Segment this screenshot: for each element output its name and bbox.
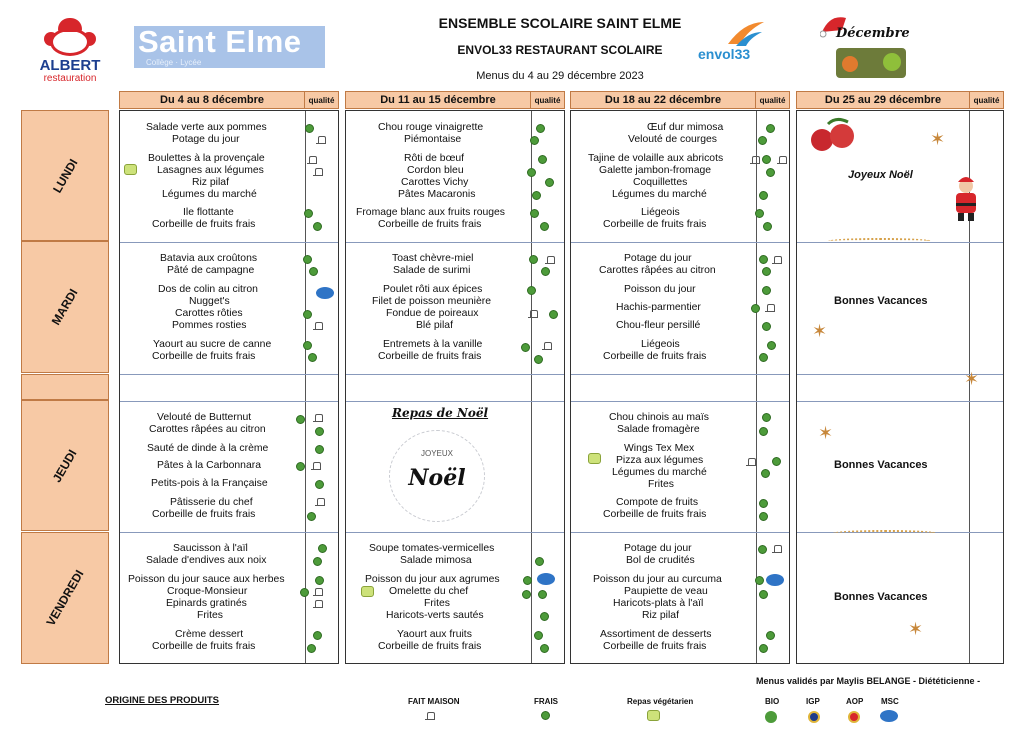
bio-icon bbox=[527, 286, 536, 295]
menu-item: Sauté de dinde à la crème bbox=[147, 443, 269, 454]
week-header-3 bbox=[570, 91, 790, 109]
menu-item: Corbeille de fruits frais bbox=[603, 509, 707, 520]
vegetarian-icon bbox=[647, 710, 660, 721]
noel-joyeux-text: JOYEUX bbox=[420, 449, 453, 458]
menu-item: Frites bbox=[197, 610, 223, 621]
menu-item: Poisson du jour sauce aux herbes bbox=[128, 574, 285, 585]
menu-item: Yaourt aux fruits bbox=[397, 629, 472, 640]
week-label: Du 25 au 29 décembre bbox=[824, 94, 942, 106]
bio-icon bbox=[535, 557, 544, 566]
bio-icon bbox=[545, 178, 554, 187]
bio-icon bbox=[759, 499, 768, 508]
menu-item: Poisson du jour bbox=[624, 284, 696, 295]
menu-item: Légumes du marché bbox=[612, 467, 707, 478]
fait-maison-icon bbox=[545, 256, 555, 264]
menu-item: Saucisson à l'aïl bbox=[173, 543, 248, 554]
menu-item: Salade d'endives aux noix bbox=[146, 555, 267, 566]
bio-icon bbox=[318, 544, 327, 553]
menu-item: Carottes râpées au citron bbox=[599, 265, 716, 276]
bio-icon bbox=[300, 588, 309, 597]
bio-label-icon bbox=[765, 711, 777, 723]
bio-icon bbox=[305, 124, 314, 133]
menu-item: Pâtes Macaronis bbox=[398, 189, 476, 200]
menu-item: Carottes rôties bbox=[175, 308, 243, 319]
menu-item: Carottes râpées au citron bbox=[149, 424, 266, 435]
bonnes-vacances-text: Bonnes Vacances bbox=[834, 295, 928, 307]
fait-maison-icon bbox=[772, 545, 782, 553]
menu-item: Ile flottante bbox=[183, 207, 234, 218]
bio-icon bbox=[313, 631, 322, 640]
menu-item: Pâtisserie du chef bbox=[170, 497, 253, 508]
menu-item: Tajine de volaille aux abricots bbox=[588, 153, 724, 164]
bio-icon bbox=[534, 631, 543, 640]
menu-item: Fromage blanc aux fruits rouges bbox=[356, 207, 506, 218]
menu-item: Chou chinois au maïs bbox=[609, 412, 709, 423]
bio-icon bbox=[540, 222, 549, 231]
legend-label: MSC bbox=[881, 697, 899, 706]
envol33-logo-text: envol33 bbox=[698, 46, 751, 62]
menu-item: Soupe tomates-vermicelles bbox=[369, 543, 495, 554]
menu-item: Filet de poisson meunière bbox=[372, 296, 491, 307]
bio-icon bbox=[758, 545, 767, 554]
bio-icon bbox=[529, 255, 538, 264]
menu-item: Pâtes à la Carbonnara bbox=[157, 460, 261, 471]
fait-maison-icon bbox=[772, 256, 782, 264]
bird-icon bbox=[726, 20, 766, 48]
day-label-mercredi-empty bbox=[21, 374, 109, 400]
bio-icon bbox=[549, 310, 558, 319]
legend-label: AOP bbox=[846, 697, 864, 706]
legend-label: FAIT MAISON bbox=[408, 697, 460, 706]
joyeux-noel-text: Joyeux Noël bbox=[848, 169, 913, 181]
bio-icon bbox=[303, 341, 312, 350]
bio-icon bbox=[304, 209, 313, 218]
week-label: Du 4 au 8 décembre bbox=[160, 94, 264, 106]
menu-item: Assortiment de desserts bbox=[600, 629, 712, 640]
msc-icon bbox=[880, 710, 898, 722]
noel-word-text: Noël bbox=[408, 465, 466, 491]
fait-maison-icon bbox=[313, 414, 323, 422]
menu-item: Wings Tex Mex bbox=[624, 443, 695, 454]
menu-dates: Menus du 4 au 29 décembre 2023 bbox=[476, 70, 644, 82]
sparkle-garland-icon bbox=[828, 238, 932, 244]
menu-item: Corbeille de fruits frais bbox=[378, 351, 482, 362]
menu-item: Croque-Monsieur bbox=[167, 586, 248, 597]
bio-icon bbox=[307, 644, 316, 653]
saint-elme-logo-text: Saint Elme bbox=[138, 24, 302, 59]
menu-item: Bol de crudités bbox=[626, 555, 695, 566]
menu-item: Salade mimosa bbox=[400, 555, 472, 566]
day-label-text: JEUDI bbox=[50, 446, 80, 485]
bio-icon bbox=[315, 427, 324, 436]
fait-maison-icon bbox=[307, 156, 317, 164]
qualite-label: qualité bbox=[755, 92, 789, 108]
bonnes-vacances-text: Bonnes Vacances bbox=[834, 459, 928, 471]
legend-label: Repas végétarien bbox=[627, 697, 694, 706]
menu-item: Paupiette de veau bbox=[624, 586, 708, 597]
bio-icon bbox=[313, 557, 322, 566]
menu-item: Yaourt au sucre de canne bbox=[153, 339, 272, 350]
legend-label: FRAIS bbox=[534, 697, 558, 706]
menu-item: Blé pilaf bbox=[416, 320, 453, 331]
sparkle-garland-icon bbox=[833, 530, 937, 536]
bio-icon bbox=[521, 343, 530, 352]
menu-item: Riz pilaf bbox=[192, 177, 229, 188]
page-title: ENSEMBLE SCOLAIRE SAINT ELME bbox=[438, 15, 682, 31]
christmas-baubles-icon bbox=[808, 116, 860, 156]
menu-item: Compote de fruits bbox=[616, 497, 699, 508]
week-header-2 bbox=[345, 91, 565, 109]
bio-icon bbox=[759, 427, 768, 436]
menu-item: Poulet rôti aux épices bbox=[383, 284, 483, 295]
bio-icon bbox=[759, 644, 768, 653]
fait-maison-icon bbox=[425, 712, 435, 720]
fait-maison-icon bbox=[313, 322, 323, 330]
bio-icon bbox=[767, 341, 776, 350]
bio-icon bbox=[303, 255, 312, 264]
menu-item: Haricots-plats à l'aïl bbox=[613, 598, 704, 609]
star-icon: ✶ bbox=[908, 619, 924, 639]
bio-icon bbox=[315, 576, 324, 585]
bio-icon bbox=[759, 191, 768, 200]
bio-icon bbox=[755, 576, 764, 585]
menu-item: Salade verte aux pommes bbox=[146, 122, 267, 133]
day-label-mardi bbox=[21, 241, 109, 373]
menu-item: Toast chèvre-miel bbox=[392, 253, 474, 264]
menu-item: Poisson du jour aux agrumes bbox=[365, 574, 500, 585]
fait-maison-icon bbox=[313, 168, 323, 176]
menu-item: Cordon bleu bbox=[407, 165, 464, 176]
menu-item: Liégeois bbox=[641, 339, 680, 350]
menu-item: Corbeille de fruits frais bbox=[152, 351, 256, 362]
page-subtitle: ENVOL33 RESTAURANT SCOLAIRE bbox=[457, 43, 663, 57]
menu-item: Corbeille de fruits frais bbox=[603, 641, 707, 652]
bio-icon bbox=[751, 304, 760, 313]
bio-icon bbox=[766, 124, 775, 133]
bio-icon bbox=[755, 209, 764, 218]
fait-maison-icon bbox=[311, 462, 321, 470]
vegetarian-icon bbox=[124, 164, 137, 175]
bio-icon bbox=[527, 168, 536, 177]
menu-item: Entremets à la vanille bbox=[383, 339, 483, 350]
menu-item: Omelette du chef bbox=[389, 586, 469, 597]
bio-icon bbox=[303, 310, 312, 319]
menu-item: Chou rouge vinaigrette bbox=[378, 122, 484, 133]
envol33-logo bbox=[696, 20, 766, 70]
day-label-vendredi bbox=[21, 532, 109, 664]
menu-item: Corbeille de fruits frais bbox=[378, 219, 482, 230]
bio-icon bbox=[759, 590, 768, 599]
qualite-label: qualité bbox=[530, 92, 564, 108]
bio-icon bbox=[758, 136, 767, 145]
fait-maison-icon bbox=[315, 498, 325, 506]
fait-maison-icon bbox=[765, 304, 775, 312]
menu-item: Potage du jour bbox=[624, 253, 692, 264]
christmas-ornament-icon bbox=[389, 430, 485, 522]
menu-item: Salade fromagère bbox=[617, 424, 700, 435]
menu-item: Pizza aux légumes bbox=[616, 455, 704, 466]
menu-item: Velouté de Butternut bbox=[157, 412, 252, 423]
menu-item: Chou-fleur persillé bbox=[616, 320, 701, 331]
menu-item: Batavia aux croûtons bbox=[160, 253, 258, 264]
menu-item: Boulettes à la provençale bbox=[148, 153, 265, 164]
menu-item: Piémontaise bbox=[404, 134, 462, 145]
day-label-text: VENDREDI bbox=[43, 567, 87, 629]
msc-icon bbox=[316, 287, 334, 299]
santa-hat-icon bbox=[820, 14, 920, 82]
saint-elme-logo-sub: Collège · Lycée bbox=[146, 58, 202, 67]
aop-label-icon bbox=[848, 711, 860, 723]
week-label: Du 18 au 22 décembre bbox=[604, 94, 722, 106]
qualite-label: qualité bbox=[969, 92, 1003, 108]
vegetarian-icon bbox=[588, 453, 601, 464]
menu-item: Petits-pois à la Française bbox=[151, 478, 268, 489]
bio-icon bbox=[541, 267, 550, 276]
albert-logo bbox=[34, 18, 106, 90]
star-icon: ✶ bbox=[812, 321, 828, 341]
bio-icon bbox=[538, 590, 547, 599]
chef-mascot-icon bbox=[44, 18, 96, 58]
bio-icon bbox=[536, 124, 545, 133]
bio-icon bbox=[762, 286, 771, 295]
bio-icon bbox=[315, 445, 324, 454]
santa-icon bbox=[952, 176, 980, 222]
star-icon: ✶ bbox=[930, 129, 946, 149]
week-label: Du 11 au 15 décembre bbox=[380, 94, 496, 106]
december-logo bbox=[820, 14, 920, 82]
bio-icon bbox=[315, 480, 324, 489]
menu-item: Salade de surimi bbox=[393, 265, 471, 276]
bio-icon bbox=[762, 413, 771, 422]
bio-icon bbox=[522, 590, 531, 599]
bio-icon bbox=[534, 355, 543, 364]
vegetarian-icon bbox=[361, 586, 374, 597]
week-header-4 bbox=[796, 91, 1004, 109]
bio-icon bbox=[762, 267, 771, 276]
menu-item: Epinards gratinés bbox=[166, 598, 247, 609]
bio-icon bbox=[530, 136, 539, 145]
bio-icon bbox=[307, 512, 316, 521]
legend-label: IGP bbox=[806, 697, 820, 706]
menu-item: Pâté de campagne bbox=[167, 265, 255, 276]
menu-item: Riz pilaf bbox=[642, 610, 679, 621]
menu-item: Poisson du jour au curcuma bbox=[593, 574, 722, 585]
origin-heading: ORIGINE DES PRODUITS bbox=[105, 695, 220, 706]
menu-item: Nugget's bbox=[189, 296, 230, 307]
bio-icon bbox=[761, 469, 770, 478]
bio-icon bbox=[759, 512, 768, 521]
bio-icon bbox=[296, 415, 305, 424]
bio-icon bbox=[772, 457, 781, 466]
menu-item: Potage du jour bbox=[172, 134, 240, 145]
menu-item: Frites bbox=[648, 479, 674, 490]
bio-icon bbox=[540, 644, 549, 653]
menu-item: Lasagnes aux légumes bbox=[157, 165, 264, 176]
menu-item: Corbeille de fruits frais bbox=[152, 219, 256, 230]
bio-icon bbox=[523, 576, 532, 585]
bio-icon bbox=[538, 155, 547, 164]
menu-item: Légumes du marché bbox=[162, 189, 257, 200]
bio-icon bbox=[759, 353, 768, 362]
day-label-lundi bbox=[21, 110, 109, 241]
bio-icon bbox=[313, 222, 322, 231]
fait-maison-icon bbox=[313, 600, 323, 608]
fait-maison-icon bbox=[316, 136, 326, 144]
fait-maison-icon bbox=[750, 156, 760, 164]
menu-item: Liégeois bbox=[641, 207, 680, 218]
menu-item: Hachis-parmentier bbox=[616, 302, 701, 313]
albert-logo-sub: restauration bbox=[43, 73, 97, 84]
bio-icon bbox=[541, 711, 550, 720]
fait-maison-icon bbox=[542, 342, 552, 350]
menu-item: Carottes Vichy bbox=[401, 177, 469, 188]
bio-icon bbox=[766, 631, 775, 640]
bio-icon bbox=[762, 155, 771, 164]
bio-icon bbox=[540, 612, 549, 621]
bio-icon bbox=[766, 168, 775, 177]
menu-item: Œuf dur mimosa bbox=[647, 122, 724, 133]
bio-icon bbox=[762, 322, 771, 331]
bio-icon bbox=[308, 353, 317, 362]
menu-item: Rôti de bœuf bbox=[404, 153, 465, 164]
msc-icon bbox=[766, 574, 784, 586]
saint-elme-logo bbox=[134, 26, 325, 68]
menu-item: Corbeille de fruits frais bbox=[378, 641, 482, 652]
menu-item: Crème dessert bbox=[175, 629, 244, 640]
menu-item: Légumes du marché bbox=[612, 189, 707, 200]
bio-icon bbox=[532, 191, 541, 200]
day-label-jeudi bbox=[21, 400, 109, 531]
validation-note: Menus validés par Maylis BELANGE - Diététicienne - bbox=[756, 676, 981, 686]
menu-item: Haricots-verts sautés bbox=[386, 610, 484, 621]
day-label-text: MARDI bbox=[49, 286, 81, 328]
december-logo-text: Décembre bbox=[836, 26, 910, 41]
menu-item: Corbeille de fruits frais bbox=[603, 351, 707, 362]
menu-item: Fondue de poireaux bbox=[386, 308, 479, 319]
menu-item: Pommes rosties bbox=[172, 320, 247, 331]
menu-item: Potage du jour bbox=[624, 543, 692, 554]
star-icon: ✶ bbox=[818, 423, 834, 443]
menu-item: Corbeille de fruits frais bbox=[603, 219, 707, 230]
day-label-text: LUNDI bbox=[49, 156, 81, 195]
menu-item: Velouté de courges bbox=[628, 134, 717, 145]
fait-maison-icon bbox=[313, 588, 323, 596]
fait-maison-icon bbox=[528, 310, 538, 318]
bonnes-vacances-text: Bonnes Vacances bbox=[834, 591, 928, 603]
bio-icon bbox=[296, 462, 305, 471]
menu-item: Frites bbox=[424, 598, 450, 609]
menu-item: Coquillettes bbox=[633, 177, 688, 188]
star-icon: ✶ bbox=[964, 369, 980, 389]
menu-item: Galette jambon-fromage bbox=[599, 165, 712, 176]
fait-maison-icon bbox=[746, 458, 756, 466]
bio-icon bbox=[759, 255, 768, 264]
menu-item: Corbeille de fruits frais bbox=[152, 641, 256, 652]
albert-logo-name: ALBERT bbox=[39, 57, 101, 74]
menu-item: Corbeille de fruits frais bbox=[152, 509, 256, 520]
bio-icon bbox=[309, 267, 318, 276]
menu-item: Dos de colin au citron bbox=[158, 284, 258, 295]
fait-maison-icon bbox=[777, 156, 787, 164]
msc-icon bbox=[537, 573, 555, 585]
bio-icon bbox=[763, 222, 772, 231]
igp-label-icon bbox=[808, 711, 820, 723]
christmas-meal-title: Repas de Noël bbox=[392, 406, 489, 420]
bio-icon bbox=[530, 209, 539, 218]
legend-label: BIO bbox=[765, 697, 780, 706]
week-header-1 bbox=[119, 91, 339, 109]
qualite-label: qualité bbox=[304, 92, 338, 108]
